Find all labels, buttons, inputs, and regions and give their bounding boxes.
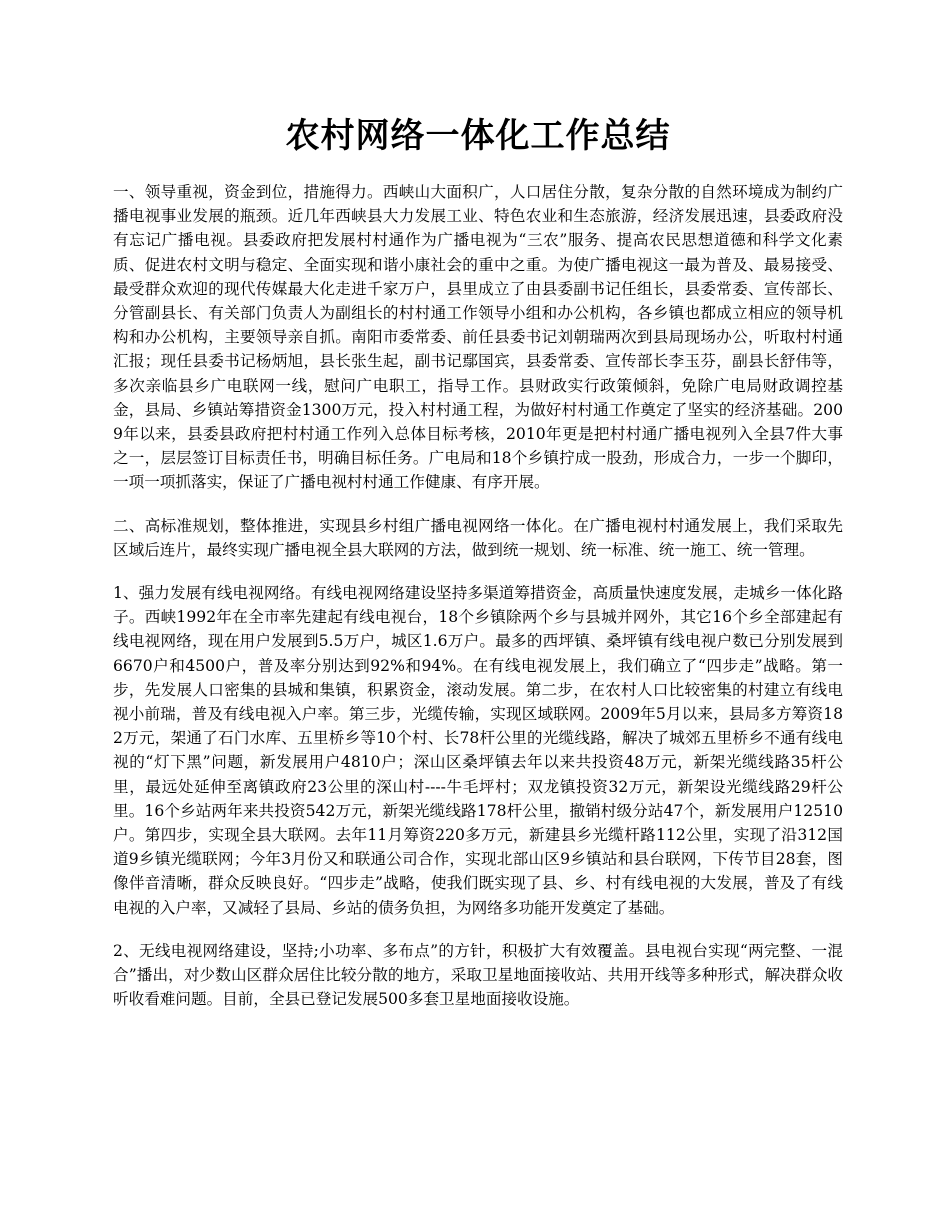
- document-page: [113, 112, 843, 1031]
- paragraph-cable-network: 1、强力发展有线电视网络。有线电视网络建设坚持多渠道筹措资金，高质量快速度发展，走城乡一体化路子。西峡1992年在全市率先建起有线电视台，18个乡镇除两个乡与县城并网外，其它16个乡全部建起有线电视网络，现在用户发展到5.5万户，城区1.6万户。最多的西坪镇、桑坪镇有线电视户数已分别发展到6670户和4500户，普及率分别达到92%和94%。在有线电视发展上，我们确立了“四步走”战略。第一步，先发展人口密集的县城和集镇，积累资金，滚动发展。第二步，在农村人口比较密集的村建立有线电视小前瑞，普及有线电视入户率。第三步，光缆传输，实现区域联网。2009年5月以来，县局多方筹资182万元，架通了石门水库、五里桥乡等10个村、长78杆公里的光缆线路，解决了城郊五里桥乡不通有线电视的“灯下黑”问题，新发展用户4810户；深山区桑坪镇去年以来共投资48万元，新架光缆线路35杆公里，最远处延伸至离镇政府23公里的深山村----牛毛坪村；双龙镇投资32万元，新架设光缆线路29杆公里。16个乡站两年来共投资542万元，新架光缆线路178杆公里，撤销村级分站47个，新发展用户12510户。第四步，实现全县大联网。去年11月筹资220多万元，新建县乡光缆杆路112公里，实现了沿312国道9乡镇光缆联网；今年3月份又和联通公司合作，实现北部山区9乡镇站和县台联网，下传节目28套，图像伴音清晰，群众反映良好。“四步走”战略，使我们既实现了县、乡、村有线电视的大发展，普及了有线电视的入户率，又减轻了县局、乡站的债务负担，为网络多功能开发奠定了基础。: [113, 584, 843, 917]
- paragraph-planning: 二、高标准规划，整体推进，实现县乡村组广播电视网络一体化。在广播电视村村通发展上，我们采取先区域后连片，最终实现广播电视全县大联网的方法，做到统一规划、统一标准、统一施工、统一管理。: [113, 516, 843, 559]
- paragraph-leadership: 一、领导重视，资金到位，措施得力。西峡山大面积广，人口居住分散，复杂分散的自然环境成为制约广播电视事业发展的瓶颈。近几年西峡县大力发展工业、特色农业和生态旅游，经济发展迅速，县委政府没有忘记广播电视。县委政府把发展村村通作为广播电视为“三农”服务、提高农民思想道德和科学文化素质、促进农村文明与稳定、全面实现和谐小康社会的重中之重。为使广播电视这一最为普及、最易接受、最受群众欢迎的现代传媒最大化走进千家万户，县里成立了由县委副书记任组长，县委常委、宣传部长、分管副县长、有关部门负责人为副组长的村村通工作领导小组和办公机构，各乡镇也都成立相应的领导机构和办公机构，主要领导亲自抓。南阳市委常委、前任县委书记刘朝瑞两次到县局现场办公，听取村村通汇报；现任县委书记杨炳旭，县长张生起，副书记鄢国宾，县委常委、宣传部长李玉芬，副县长舒伟等，多次亲临县乡广电联网一线，慰问广电职工，指导工作。县财政实行政策倾斜，免除广电局财政调控基金，县局、乡镇站筹措资金1300万元，投入村村通工程，为做好村村通工作奠定了坚实的经济基础。2009年以来，县委县政府把村村通工作列入总体目标考核，2010年更是把村村通广播电视列入全县7件大事之一，层层签订目标责任书，明确目标任务。广电局和18个乡镇拧成一股劲，形成合力，一步一个脚印，一项一项抓落实，保证了广播电视村村通工作健康、有序开展。: [113, 183, 843, 492]
- paragraph-wireless-network: 2、无线电视网络建设，坚持;小功率、多布点”的方针，积极扩大有效覆盖。县电视台实现“两完整、一混合”播出，对少数山区群众居住比较分散的地方，采取卫星地面接收站、共用开线等多种形式，解决群众收听收看难问题。目前，全县已登记发展500多套卫星地面接收设施。: [113, 941, 843, 1009]
- document-title: 农村网络一体化工作总结: [285, 116, 671, 156]
